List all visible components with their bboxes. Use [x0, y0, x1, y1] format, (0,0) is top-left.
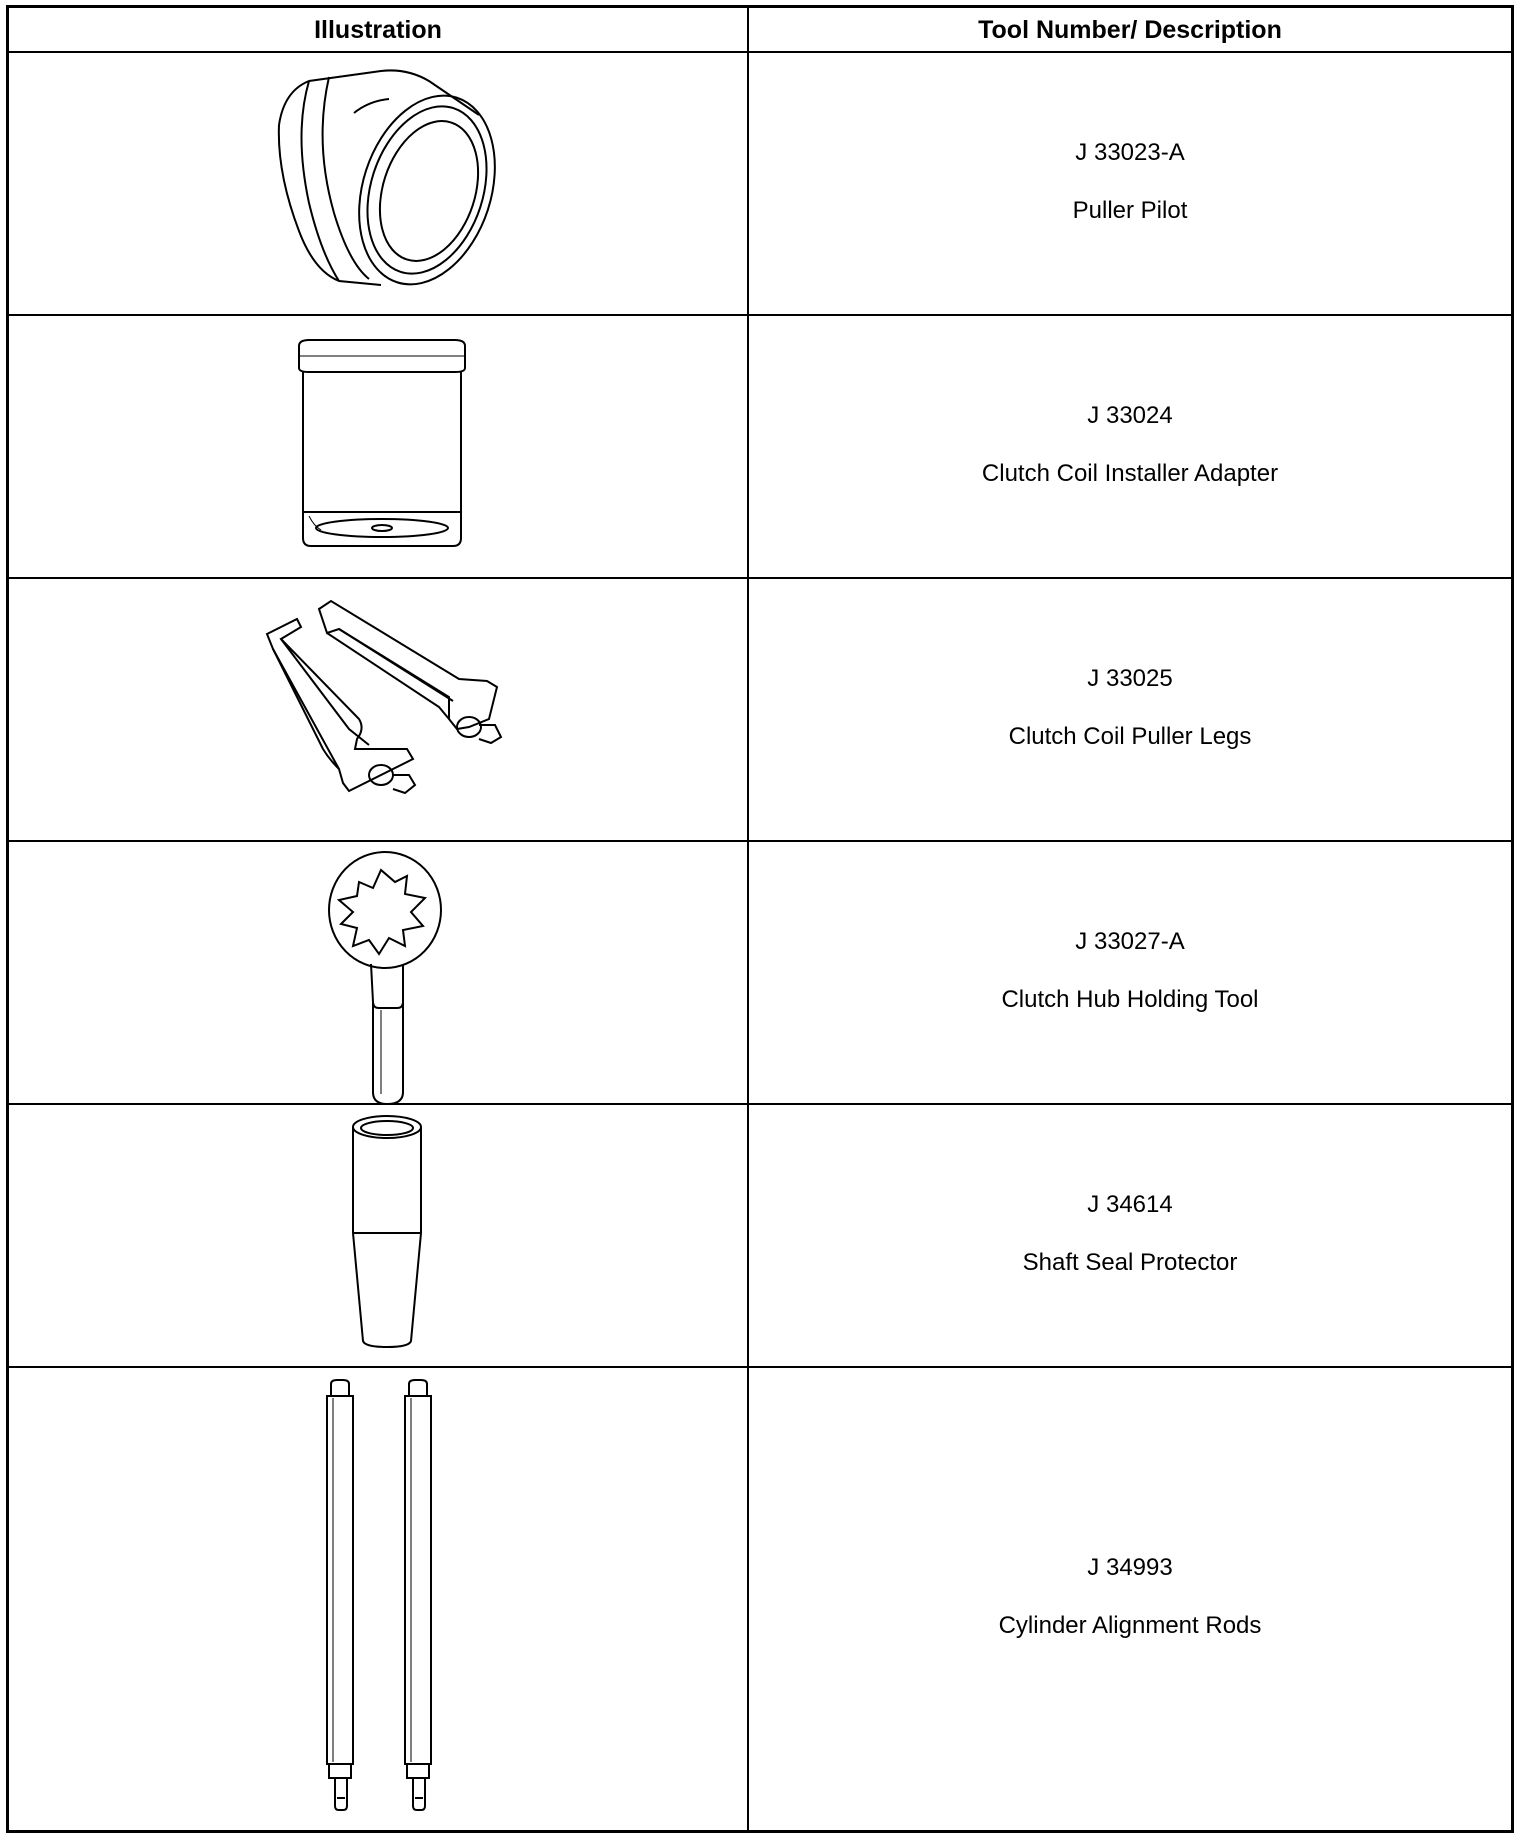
illustration-cell [9, 579, 747, 840]
description-cell [749, 1105, 1511, 1366]
alignment-rods-icon [9, 1368, 747, 1830]
table-row [9, 842, 1511, 1105]
description-cell [749, 53, 1511, 314]
special-tools-table [6, 5, 1514, 1833]
tool-name: Clutch Coil Puller Legs [1008, 722, 1252, 750]
puller-legs-icon [9, 579, 747, 840]
table-row [9, 1105, 1511, 1368]
description-cell [749, 842, 1511, 1103]
tool-number: J 33025 [1087, 664, 1173, 692]
header-tool-description: Tool Number/ Description [978, 16, 1282, 44]
illustration-cell [9, 1368, 747, 1830]
illustration-cell [9, 1105, 747, 1366]
table-row [9, 53, 1511, 316]
illustration-cell [9, 53, 747, 314]
tool-name: Cylinder Alignment Rods [998, 1612, 1262, 1639]
illustration-cell [9, 316, 747, 577]
puller-pilot-icon [9, 53, 747, 314]
shaft-seal-protector-icon [9, 1105, 747, 1366]
table-header [9, 8, 1511, 53]
tool-number: J 34614 [1087, 1190, 1173, 1218]
description-cell [749, 316, 1511, 577]
tool-name: Clutch Hub Holding Tool [1001, 985, 1259, 1013]
tool-number: J 33023-A [1075, 138, 1185, 166]
table-row [9, 579, 1511, 842]
illustration-cell [9, 842, 747, 1103]
hub-holding-tool-icon [9, 842, 747, 1103]
description-cell [749, 1368, 1511, 1830]
header-illustration: Illustration [314, 16, 442, 44]
tool-number: J 33024 [1087, 401, 1173, 429]
table-row [9, 1368, 1511, 1830]
installer-adapter-icon [9, 316, 747, 577]
table-row [9, 316, 1511, 579]
tool-number: J 34993 [1087, 1554, 1173, 1581]
tool-name: Shaft Seal Protector [1022, 1248, 1238, 1276]
tool-number: J 33027-A [1075, 927, 1185, 955]
description-cell [749, 579, 1511, 840]
tool-name: Clutch Coil Installer Adapter [981, 459, 1279, 487]
tool-name: Puller Pilot [1072, 196, 1188, 224]
